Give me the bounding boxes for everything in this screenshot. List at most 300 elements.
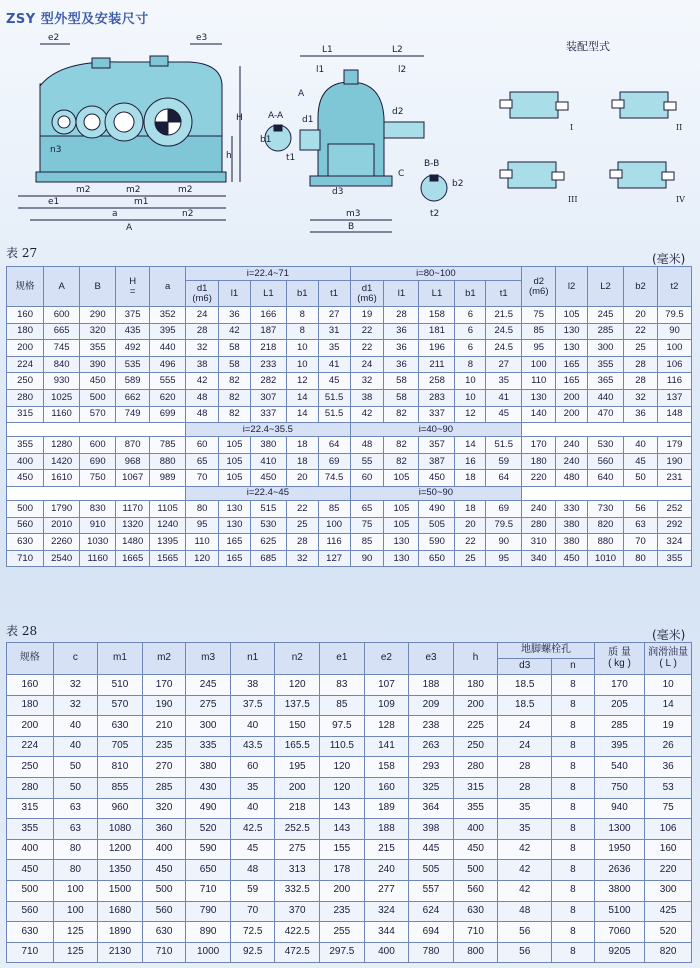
table-row xyxy=(7,389,692,406)
table-cell: 285 xyxy=(142,777,186,798)
table-cell: 395 xyxy=(594,736,645,757)
table-cell: 320 xyxy=(142,798,186,819)
table-cell: 277 xyxy=(364,880,409,901)
table-cell: 27 xyxy=(486,356,522,373)
table-cell: 50 xyxy=(53,777,98,798)
table-cell: 125 xyxy=(53,922,98,943)
dim-label: m2 xyxy=(76,185,91,195)
table-cell: 589 xyxy=(116,373,150,390)
table-cell: 665 xyxy=(44,323,80,340)
table-cell: 53 xyxy=(645,777,692,798)
table-cell: 75 xyxy=(350,517,384,534)
col-header: m2 xyxy=(142,643,186,675)
table-cell: 440 xyxy=(587,389,623,406)
table-cell: 1790 xyxy=(44,500,80,517)
dim-label: A xyxy=(126,223,133,233)
table-cell: 130 xyxy=(384,534,419,551)
table-cell: 337 xyxy=(419,406,455,423)
table-cell: 105 xyxy=(384,500,419,517)
dim-label: m2 xyxy=(178,185,193,195)
table-cell: 215 xyxy=(364,839,409,860)
table-cell: 800 xyxy=(453,942,498,963)
table-cell: 330 xyxy=(556,500,588,517)
table-cell: 95 xyxy=(522,340,556,357)
table-cell: 59 xyxy=(230,880,275,901)
table-cell: 200 xyxy=(556,389,588,406)
table-cell: 624 xyxy=(409,901,454,922)
table-row xyxy=(7,839,692,860)
table-cell: 400 xyxy=(453,819,498,840)
table-cell: 890 xyxy=(186,922,231,943)
table-cell: 6 xyxy=(455,340,486,357)
ratio-header: i=40~90 xyxy=(350,423,522,437)
col-header: h xyxy=(453,643,498,675)
table-cell: 749 xyxy=(116,406,150,423)
table-row xyxy=(7,777,692,798)
col-header: t1 xyxy=(486,281,522,307)
table-cell: 590 xyxy=(186,839,231,860)
table-cell: 989 xyxy=(150,470,186,487)
table-cell: 28 xyxy=(624,373,658,390)
dim-label: n2 xyxy=(182,209,194,219)
table-cell: 292 xyxy=(657,517,691,534)
table-cell: 8 xyxy=(552,716,595,737)
table-cell: 297.5 xyxy=(320,942,365,963)
table-cell: 22 xyxy=(286,500,318,517)
table-cell: 85 xyxy=(522,323,556,340)
table-cell: 830 xyxy=(80,500,116,517)
table-cell: 600 xyxy=(80,437,116,454)
table-cell: 855 xyxy=(98,777,143,798)
assembly-label: III xyxy=(568,195,578,204)
table-cell: 8 xyxy=(552,901,595,922)
table-cell: 95 xyxy=(186,517,219,534)
table-cell: 1030 xyxy=(80,534,116,551)
table-cell: 224 xyxy=(7,736,54,757)
table-cell: 10 xyxy=(286,340,318,357)
table-cell: 520 xyxy=(645,922,692,943)
table-cell: 1420 xyxy=(44,453,80,470)
table-cell: 570 xyxy=(80,406,116,423)
table-cell: 36 xyxy=(219,307,251,324)
table-row xyxy=(7,922,692,943)
table-cell: 105 xyxy=(219,437,251,454)
dim-label: d1 xyxy=(302,115,314,125)
table-cell: 85 xyxy=(320,695,365,716)
table-cell: 48 xyxy=(230,860,275,881)
table-cell: 14 xyxy=(286,406,318,423)
table-cell: 240 xyxy=(364,860,409,881)
table-cell: 910 xyxy=(80,517,116,534)
table-cell: 160 xyxy=(645,839,692,860)
table-cell: 324 xyxy=(657,534,691,551)
table-cell: 120 xyxy=(186,550,219,567)
col-header: H = xyxy=(116,267,150,307)
table-cell: 105 xyxy=(219,470,251,487)
table-cell: 380 xyxy=(556,517,588,534)
table-cell: 116 xyxy=(657,373,691,390)
table-cell: 280 xyxy=(522,517,556,534)
table-cell: 24 xyxy=(498,736,552,757)
table-cell: 1565 xyxy=(150,550,186,567)
table-cell: 282 xyxy=(250,373,286,390)
table-cell: 1890 xyxy=(98,922,143,943)
table-cell: 320 xyxy=(80,323,116,340)
dim-label: e3 xyxy=(196,33,208,43)
table-cell: 58 xyxy=(219,356,251,373)
table-cell: 540 xyxy=(594,757,645,778)
table-cell: 1200 xyxy=(98,839,143,860)
table-cell: 1160 xyxy=(80,550,116,567)
table-cell: 105 xyxy=(219,453,251,470)
table28-unit: (毫米) xyxy=(652,628,686,642)
table-cell: 258 xyxy=(419,373,455,390)
table-cell: 400 xyxy=(7,839,54,860)
table-cell: 650 xyxy=(419,550,455,567)
table-cell: 36 xyxy=(624,406,658,423)
table-cell: 360 xyxy=(142,819,186,840)
dim-label: m3 xyxy=(346,209,361,219)
table-cell: 80 xyxy=(186,500,219,517)
table-cell: 170 xyxy=(522,437,556,454)
ratio-header: i=22.4~45 xyxy=(186,486,350,500)
assembly-label: II xyxy=(676,123,683,132)
table-cell: 1320 xyxy=(116,517,150,534)
table-cell: 337 xyxy=(250,406,286,423)
dim-label: m2 xyxy=(126,185,141,195)
table-cell: 64 xyxy=(318,437,350,454)
table-cell: 1105 xyxy=(150,500,186,517)
table-cell: 42 xyxy=(350,406,384,423)
table-cell: 324 xyxy=(364,901,409,922)
table-cell: 92.5 xyxy=(230,942,275,963)
table-cell: 332.5 xyxy=(275,880,320,901)
table-cell: 500 xyxy=(453,860,498,881)
table-cell: 26 xyxy=(645,736,692,757)
table-cell: 245 xyxy=(186,675,231,696)
table-cell: 252.5 xyxy=(275,819,320,840)
col-header: 规格 xyxy=(7,643,54,675)
table-cell: 130 xyxy=(219,500,251,517)
table-cell: 38 xyxy=(230,675,275,696)
table-cell: 325 xyxy=(409,777,454,798)
table-cell: 335 xyxy=(186,736,231,757)
table-cell: 225 xyxy=(453,716,498,737)
table-row xyxy=(7,470,692,487)
table-cell: 40 xyxy=(53,716,98,737)
table28 xyxy=(6,642,692,963)
table-cell: 205 xyxy=(594,695,645,716)
table-cell: 730 xyxy=(587,500,623,517)
table-cell: 166 xyxy=(250,307,286,324)
dim-label: a xyxy=(112,209,118,219)
table-cell: 445 xyxy=(409,839,454,860)
table-cell: 315 xyxy=(7,406,44,423)
table-cell: 790 xyxy=(186,901,231,922)
table-cell: 51.5 xyxy=(318,406,350,423)
table-cell: 1170 xyxy=(116,500,150,517)
table-cell: 710 xyxy=(186,880,231,901)
table-row xyxy=(7,307,692,324)
table-cell: 630 xyxy=(7,922,54,943)
table-cell: 56 xyxy=(498,922,552,943)
table-row xyxy=(7,736,692,757)
table-cell: 699 xyxy=(150,406,186,423)
table-cell: 280 xyxy=(453,757,498,778)
table-cell: 106 xyxy=(645,819,692,840)
table-cell: 8 xyxy=(455,356,486,373)
table-cell: 170 xyxy=(142,675,186,696)
table-cell xyxy=(522,486,692,500)
table-cell: 28 xyxy=(624,356,658,373)
table-cell: 224 xyxy=(7,356,44,373)
col-header: c xyxy=(53,643,98,675)
table-cell: 211 xyxy=(419,356,455,373)
table-cell: 56 xyxy=(498,942,552,963)
table-cell: 148 xyxy=(657,406,691,423)
table-cell: 110.5 xyxy=(320,736,365,757)
table-cell: 40 xyxy=(53,736,98,757)
table-cell: 97.5 xyxy=(320,716,365,737)
table-cell: 275 xyxy=(275,839,320,860)
table-row xyxy=(7,437,692,454)
table-cell: 355 xyxy=(587,356,623,373)
table-cell: 42 xyxy=(186,373,219,390)
table-cell: 500 xyxy=(80,389,116,406)
table-cell: 32 xyxy=(53,695,98,716)
table-cell: 35 xyxy=(230,777,275,798)
table-cell: 200 xyxy=(7,340,44,357)
table-cell: 179 xyxy=(657,437,691,454)
table-cell: 56 xyxy=(624,500,658,517)
table-cell: 82 xyxy=(384,437,419,454)
table-row xyxy=(7,517,692,534)
table-cell: 180 xyxy=(7,695,54,716)
assembly-label: I xyxy=(570,123,574,132)
table-cell: 555 xyxy=(150,373,186,390)
table-cell: 8 xyxy=(552,860,595,881)
table-cell: 710 xyxy=(7,550,44,567)
table-cell: 8 xyxy=(552,798,595,819)
table-row xyxy=(7,534,692,551)
table-cell: 315 xyxy=(7,798,54,819)
table-cell: 36 xyxy=(384,356,419,373)
table-cell: 141 xyxy=(364,736,409,757)
col-header: L1 xyxy=(250,281,286,307)
table-cell: 293 xyxy=(409,757,454,778)
table-cell: 28 xyxy=(286,534,318,551)
dim-label: d3 xyxy=(332,187,344,197)
table-cell: 820 xyxy=(645,942,692,963)
table-cell: 14 xyxy=(645,695,692,716)
table-cell: 85 xyxy=(318,500,350,517)
table-cell: 245 xyxy=(587,307,623,324)
table-cell: 450 xyxy=(80,373,116,390)
table-cell: 200 xyxy=(320,880,365,901)
table-cell: 870 xyxy=(116,437,150,454)
table-cell: 1280 xyxy=(44,437,80,454)
table-cell: 745 xyxy=(44,340,80,357)
col-header: a xyxy=(150,267,186,307)
table-cell: 640 xyxy=(587,470,623,487)
table-cell: 109 xyxy=(364,695,409,716)
table-cell: 190 xyxy=(142,695,186,716)
table-cell: 780 xyxy=(409,942,454,963)
table-cell: 880 xyxy=(150,453,186,470)
table-cell: 28 xyxy=(498,757,552,778)
col-header: l2 xyxy=(556,267,588,307)
table-cell: 430 xyxy=(186,777,231,798)
table-cell: 130 xyxy=(556,340,588,357)
table-cell: 19 xyxy=(645,716,692,737)
table-cell: 510 xyxy=(98,675,143,696)
table-cell: 40 xyxy=(624,437,658,454)
dim-label: b2 xyxy=(452,179,464,189)
table-cell: 41 xyxy=(486,389,522,406)
table-row xyxy=(7,819,692,840)
table-cell: 65 xyxy=(186,453,219,470)
table-cell: 85 xyxy=(350,534,384,551)
table-cell: 387 xyxy=(419,453,455,470)
table-cell: 130 xyxy=(522,389,556,406)
table-cell: 1395 xyxy=(150,534,186,551)
table-cell: 6 xyxy=(455,323,486,340)
table-cell: 450 xyxy=(7,860,54,881)
table-cell: 180 xyxy=(7,323,44,340)
table-cell: 28 xyxy=(186,323,219,340)
table-cell: 240 xyxy=(556,437,588,454)
table-cell: 450 xyxy=(556,550,588,567)
table-cell: 500 xyxy=(142,880,186,901)
table-cell: 90 xyxy=(350,550,384,567)
table-cell: 560 xyxy=(587,453,623,470)
table-cell: 810 xyxy=(98,757,143,778)
table-cell: 22 xyxy=(350,340,384,357)
table-cell: 125 xyxy=(53,942,98,963)
table-cell: 18 xyxy=(286,453,318,470)
table-cell: 250 xyxy=(7,757,54,778)
table-cell: 32 xyxy=(286,550,318,567)
dim-label: e2 xyxy=(48,33,60,43)
table-cell: 80 xyxy=(53,860,98,881)
table27 xyxy=(6,266,692,567)
table-cell: 560 xyxy=(7,901,54,922)
table-cell: 1950 xyxy=(594,839,645,860)
table-cell: 450 xyxy=(7,470,44,487)
table-cell: 72.5 xyxy=(230,922,275,943)
dim-label: m1 xyxy=(134,197,149,207)
table-cell: 785 xyxy=(150,437,186,454)
table-cell: 505 xyxy=(409,860,454,881)
table-cell: 20 xyxy=(624,307,658,324)
table-cell: 1010 xyxy=(587,550,623,567)
table-cell: 45 xyxy=(230,839,275,860)
table-cell: 63 xyxy=(624,517,658,534)
table-cell: 570 xyxy=(98,695,143,716)
table-cell: 32 xyxy=(350,373,384,390)
table-cell: 36 xyxy=(384,323,419,340)
table-cell: 160 xyxy=(7,675,54,696)
col-header: t1 xyxy=(318,281,350,307)
table-cell: 355 xyxy=(657,550,691,567)
table-row xyxy=(7,323,692,340)
table-cell: 181 xyxy=(419,323,455,340)
table27-label: 表 27 xyxy=(6,246,38,260)
table-cell: 250 xyxy=(7,373,44,390)
table-cell: 20 xyxy=(286,470,318,487)
table-cell: 600 xyxy=(44,307,80,324)
table-cell: 38 xyxy=(350,389,384,406)
table-cell: 2636 xyxy=(594,860,645,881)
table-cell: 137.5 xyxy=(275,695,320,716)
table-cell: 8 xyxy=(552,736,595,757)
table-cell: 410 xyxy=(250,453,286,470)
table-row xyxy=(7,356,692,373)
table-cell: 165.5 xyxy=(275,736,320,757)
table-cell: 395 xyxy=(150,323,186,340)
table-cell: 195 xyxy=(275,757,320,778)
table-cell: 35 xyxy=(498,798,552,819)
table-row xyxy=(7,406,692,423)
table-cell: 90 xyxy=(486,534,522,551)
dim-label: A-A xyxy=(268,111,284,121)
table-cell: 40 xyxy=(230,798,275,819)
dim-label: d2 xyxy=(392,107,404,117)
table-cell: 930 xyxy=(44,373,80,390)
col-header: m1 xyxy=(98,643,143,675)
table-cell: 357 xyxy=(419,437,455,454)
table-cell: 210 xyxy=(142,716,186,737)
table-cell: 1025 xyxy=(44,389,80,406)
table-cell: 10 xyxy=(645,675,692,696)
table-cell: 165 xyxy=(219,550,251,567)
table-cell: 150 xyxy=(275,716,320,737)
table-cell: 240 xyxy=(522,500,556,517)
table-cell: 24 xyxy=(350,356,384,373)
table-cell: 188 xyxy=(409,675,454,696)
assembly-label: IV xyxy=(676,195,685,204)
table-cell: 196 xyxy=(419,340,455,357)
col-header: b1 xyxy=(455,281,486,307)
table-cell: 82 xyxy=(219,389,251,406)
page-title: ZSY 型外型及安装尺寸 xyxy=(6,12,149,27)
table-cell: 35 xyxy=(486,373,522,390)
table-cell: 840 xyxy=(44,356,80,373)
table-cell: 480 xyxy=(556,470,588,487)
table-cell: 280 xyxy=(7,389,44,406)
col-header: b1 xyxy=(286,281,318,307)
table-cell: 130 xyxy=(219,517,251,534)
ratio-header: i=22.4~71 xyxy=(186,267,350,281)
table-cell: 200 xyxy=(556,406,588,423)
dim-label: B xyxy=(348,222,355,232)
table-cell: 560 xyxy=(7,517,44,534)
dim-label: l2 xyxy=(398,65,407,75)
table-cell: 535 xyxy=(116,356,150,373)
col-header: 润滑油量 ( L ) xyxy=(645,643,692,675)
table-row xyxy=(7,716,692,737)
table-cell: 100 xyxy=(53,880,98,901)
dim-label: H xyxy=(236,113,243,123)
dim-label: h xyxy=(226,151,232,161)
table-cell: 500 xyxy=(7,880,54,901)
table-cell xyxy=(7,423,186,437)
table-cell: 630 xyxy=(142,922,186,943)
table-cell: 8 xyxy=(552,777,595,798)
table-cell: 79.5 xyxy=(657,307,691,324)
table-cell: 3800 xyxy=(594,880,645,901)
table-cell: 400 xyxy=(7,453,44,470)
